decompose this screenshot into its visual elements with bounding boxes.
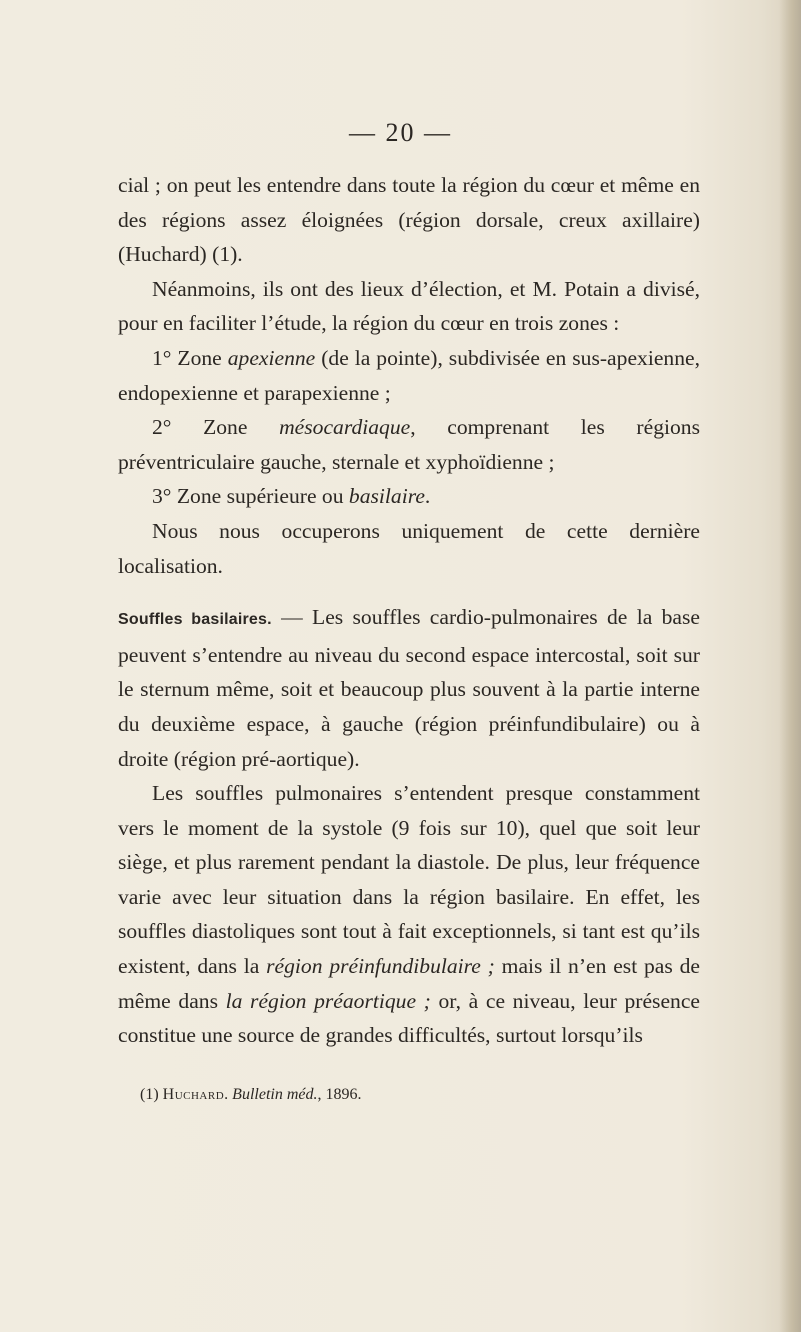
page-number: — 20 — xyxy=(349,118,452,147)
zone-1-item xyxy=(118,341,700,410)
paragraph-5-end: or, à ce niveau, leur présence constitue une source de grandes difficultés, surtout lorsqu’ils xyxy=(118,988,700,1048)
zone-2-desc: , comprenant les régions préventriculaire gauche, sternale et xyphoïdienne ; xyxy=(118,415,700,474)
body-text xyxy=(118,168,700,1053)
footnote-number: (1) xyxy=(140,1086,163,1103)
paragraph-2: Néanmoins, ils ont des lieux d’élection, et M. Potain a divisé, pour en faciliter l’étude, la région du cœur en trois zones : xyxy=(118,276,700,336)
zone-2-prefix: 2° Zone xyxy=(152,415,280,440)
zone-2-name: mésocardiaque xyxy=(279,415,411,440)
zone-3-prefix: 3° Zone supérieure ou xyxy=(152,484,349,509)
region-preaortique: la région préaortique ; xyxy=(225,988,431,1013)
paragraph-5-middle: mais il n’en est pas de même dans xyxy=(118,954,700,1013)
zone-3-desc: . xyxy=(424,484,431,509)
zone-1-desc: (de la pointe), subdivisée en sus-apexienne, endopexienne et parapexienne ; xyxy=(118,345,700,405)
paragraph-1: cial ; on peut les entendre dans toute la région du cœur et même en des régions assez éloignées (région dorsale, creux axillaire) (Huchard) (1). xyxy=(118,173,700,267)
page-edge-shadow xyxy=(779,0,801,1332)
section-heading: Souffles basilaires. xyxy=(118,611,272,629)
paragraph-3: Nous nous occuperons uniquement de cette dernière localisation. xyxy=(118,518,700,578)
zone-3-item xyxy=(118,479,700,514)
footnote-year: , 1896. xyxy=(317,1086,362,1103)
zone-1-name: apexienne xyxy=(227,345,316,370)
paragraph-5-start: Les souffles pulmonaires s’entendent presque constamment vers le moment de la systole (9 fois sur 10), quel que soit leur siège, et plus rarement pendant la diastole. De plus, leur fréquence varie avec leur situation dans la région basilaire. En effet, les souffles diastoliques sont tout à fait exceptionnels, si tant est qu’ils existent, dans la xyxy=(118,781,700,979)
footnote-journal: Bulletin méd. xyxy=(232,1086,318,1103)
region-preinfundibulaire: région préinfundibulaire ; xyxy=(266,954,495,979)
zone-1-prefix: 1° Zone xyxy=(152,345,228,370)
paragraph-4-text: — Les souffles cardio-pulmonaires de la base peuvent s’entendre au niveau du second espace intercostal, soit sur le sternum même, soit et beaucoup plus souvent à la partie interne du deuxième espace, à gauche (région préinfundibulaire) ou à droite (région pré-aortique). xyxy=(118,605,700,771)
zone-3-name: basilaire xyxy=(348,484,425,509)
paragraph-4 xyxy=(118,600,700,776)
footnote xyxy=(140,1086,700,1104)
footnote-author: Huchard xyxy=(162,1086,225,1103)
footnote-sep: . xyxy=(224,1086,233,1103)
paragraph-5 xyxy=(118,776,700,1053)
zone-2-item xyxy=(118,410,700,479)
